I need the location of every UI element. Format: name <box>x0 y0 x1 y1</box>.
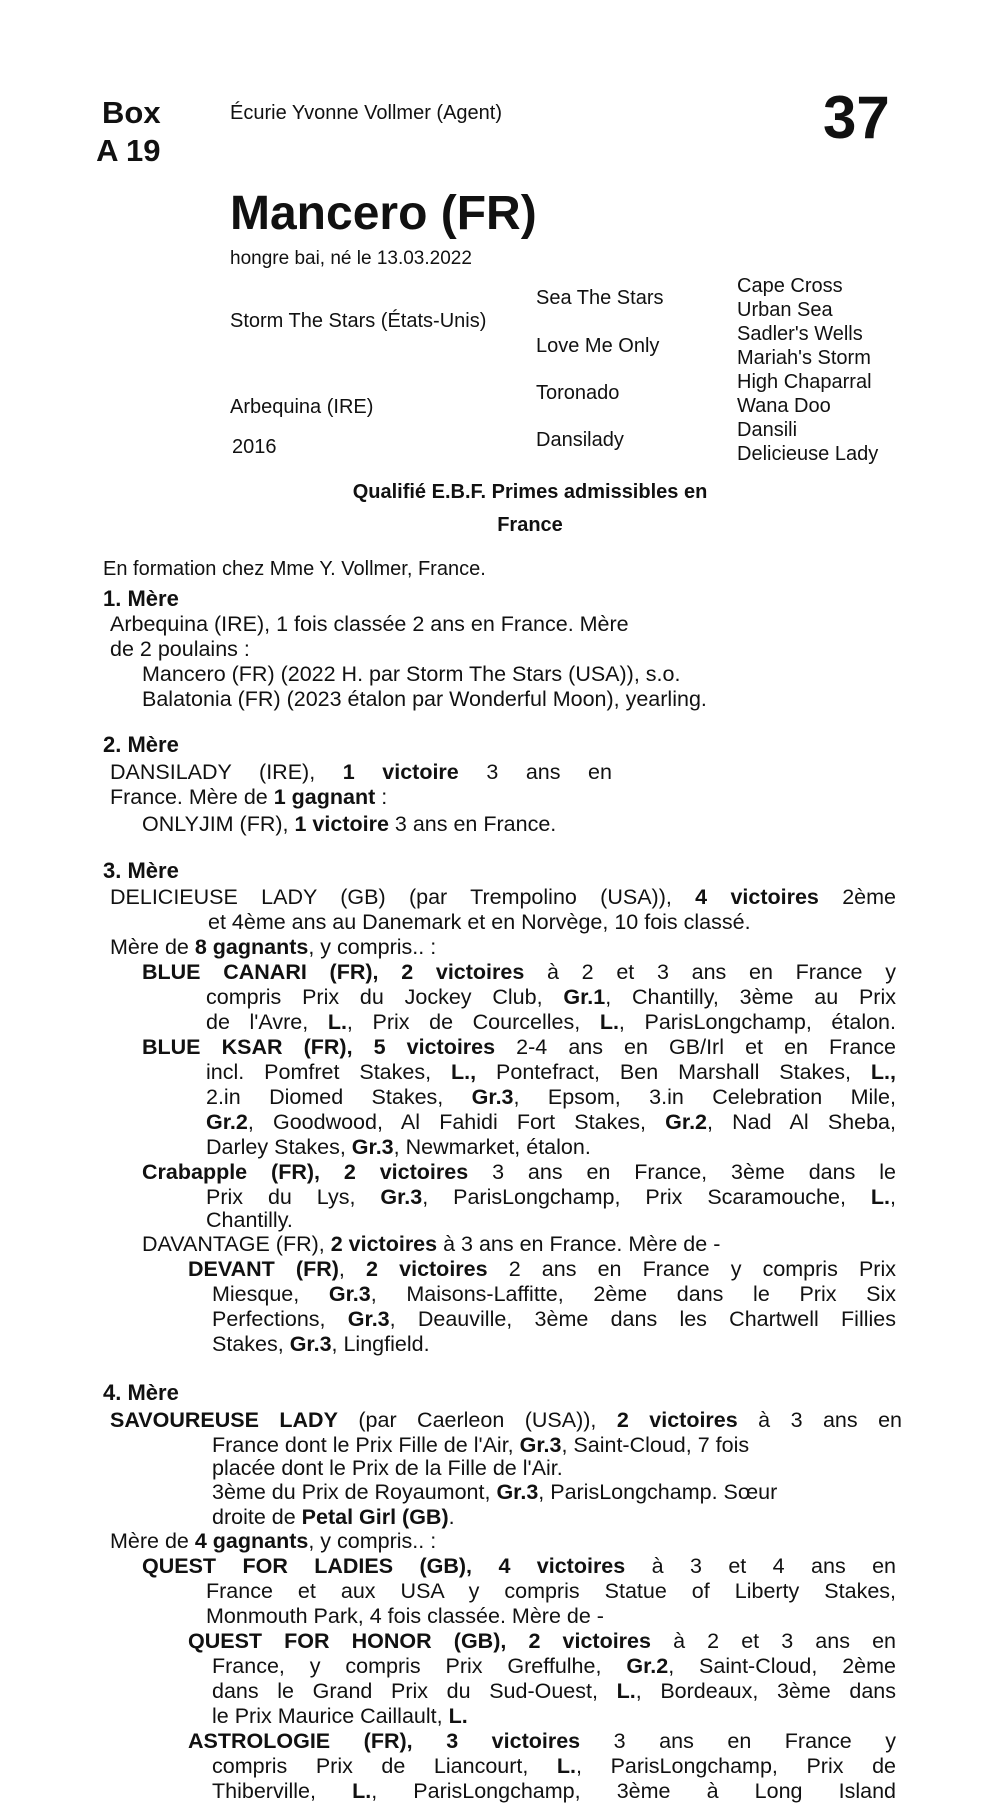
section-heading: 1. Mère <box>103 586 179 611</box>
pedigree-gen3-item: Wana Doo <box>737 395 831 417</box>
text-line: ASTROLOGIE (FR), 3 victoires 3 ans en France y <box>188 1729 897 1753</box>
text-line: 3ème du Prix de Royaumont, Gr.3, ParisLongchamp. Sœur <box>212 1480 778 1504</box>
text-line: le Prix Maurice Caillault, L. <box>212 1704 468 1728</box>
text-line: Gr.2, Goodwood, Al Fahidi Fort Stakes, Gr.2, Nad Al Sheba, <box>206 1110 896 1134</box>
text-line: SAVOUREUSE LADY (par Caerleon (USA)), 2 victoires à 3 ans en <box>110 1408 903 1432</box>
text-line: DAVANTAGE (FR), 2 victoires à 3 ans en France. Mère de - <box>142 1232 721 1256</box>
agent-name: Écurie Yvonne Vollmer (Agent) <box>230 102 503 124</box>
text-line: compris Prix de Liancourt, L., ParisLongchamp, Prix de <box>212 1754 896 1778</box>
text-line: France dont le Prix Fille de l'Air, Gr.3, Saint-Cloud, 7 fois <box>212 1433 750 1457</box>
text-line: 2.in Diomed Stakes, Gr.3, Epsom, 3.in Celebration Mile, <box>206 1085 896 1109</box>
text-line: Mère de 8 gagnants, y compris.. : <box>110 935 437 959</box>
text-line: Balatonia (FR) (2023 étalon par Wonderful Moon), yearling. <box>142 687 707 711</box>
pedigree-gen3-item: Delicieuse Lady <box>737 443 879 465</box>
text-line: BLUE KSAR (FR), 5 victoires 2-4 ans en GB/Irl et en France <box>142 1035 896 1059</box>
pedigree-gen3-item: Cape Cross <box>737 275 843 297</box>
text-line: de l'Avre, L., Prix de Courcelles, L., ParisLongchamp, étalon. <box>206 1010 896 1034</box>
text-line: Darley Stakes, Gr.3, Newmarket, étalon. <box>206 1135 591 1159</box>
training-note: En formation chez Mme Y. Vollmer, France. <box>103 558 486 580</box>
pedigree-gen2-item: Toronado <box>536 382 620 404</box>
text-line: Miesque, Gr.3, Maisons-Laffitte, 2ème dans le Prix Six <box>212 1282 896 1306</box>
section-heading: 4. Mère <box>103 1380 179 1405</box>
text-line: Mère de 4 gagnants, y compris.. : <box>110 1529 437 1553</box>
text-line: Arbequina (IRE), 1 fois classée 2 ans en France. Mère <box>110 612 629 636</box>
lot-number: 37 <box>823 84 890 151</box>
pedigree-dam: Arbequina (IRE) <box>230 396 374 418</box>
text-line: de 2 poulains : <box>110 637 250 661</box>
qualification: Qualifié E.B.F. Primes admissibles en France <box>352 481 708 536</box>
pedigree-gen2-item: Dansilady <box>536 429 624 451</box>
text-line: droite de Petal Girl (GB). <box>212 1505 455 1529</box>
horse-name: Mancero (FR) <box>230 187 537 240</box>
text-line: Stakes, Gr.3, Lingfield. <box>212 1332 430 1356</box>
text-line: DEVANT (FR), 2 victoires 2 ans en France y compris Prix <box>188 1257 896 1281</box>
text-line: dans le Grand Prix du Sud-Ouest, L., Bordeaux, 3ème dans <box>212 1679 896 1703</box>
horse-description: hongre bai, né le 13.03.2022 <box>230 248 472 269</box>
text-line: DANSILADY (IRE), 1 victoire 3 ans en <box>110 760 612 784</box>
text-line: Chantilly. <box>206 1208 293 1232</box>
section-heading: 2. Mère <box>103 732 179 757</box>
text-line: Crabapple (FR), 2 victoires 3 ans en France, 3ème dans le <box>142 1160 896 1184</box>
box-label-text: Box <box>102 95 161 130</box>
pedigree-gen3-item: Mariah's Storm <box>737 347 871 369</box>
text-line: Thiberville, L., ParisLongchamp, 3ème à Long Island <box>212 1779 896 1803</box>
box-number: A 19 <box>96 133 161 168</box>
pedigree-gen2-item: Sea The Stars <box>536 287 664 309</box>
pedigree-gen3-item: Urban Sea <box>737 299 833 321</box>
pedigree-gen3-item: High Chaparral <box>737 371 872 393</box>
text-line: France, y compris Prix Greffulhe, Gr.2, Saint-Cloud, 2ème <box>212 1654 897 1678</box>
text-line: ONLYJIM (FR), 1 victoire 3 ans en France. <box>142 812 557 836</box>
pedigree-gen3-item: Dansili <box>737 419 798 441</box>
section-heading: 3. Mère <box>103 858 179 883</box>
text-line: QUEST FOR HONOR (GB), 2 victoires à 2 et 3 ans en <box>188 1629 896 1653</box>
pedigree-dam-year: 2016 <box>232 436 277 458</box>
pedigree-gen3-item: Sadler's Wells <box>737 323 863 345</box>
text-line: placée dont le Prix de la Fille de l'Air. <box>212 1456 563 1480</box>
text-line: DELICIEUSE LADY (GB) (par Trempolino (USA)), 4 victoires 2ème <box>110 885 897 909</box>
text-line: incl. Pomfret Stakes, L., Pontefract, Ben Marshall Stakes, L., <box>206 1060 897 1084</box>
text-line: QUEST FOR LADIES (GB), 4 victoires à 3 et 4 ans en <box>142 1554 897 1578</box>
pedigree-gen2-item: Love Me Only <box>536 335 660 357</box>
text-line: Perfections, Gr.3, Deauville, 3ème dans les Chartwell Fillies <box>212 1307 896 1331</box>
text-line: BLUE CANARI (FR), 2 victoires à 2 et 3 ans en France y <box>142 960 896 984</box>
box-label <box>96 94 161 170</box>
text-line: Mancero (FR) (2022 H. par Storm The Stars (USA)), s.o. <box>142 662 681 686</box>
pedigree-sire: Storm The Stars (États-Unis) <box>230 310 487 332</box>
text-line: Monmouth Park, 4 fois classée. Mère de - <box>206 1604 604 1628</box>
text-line: et 4ème ans au Danemark et en Norvège, 10 fois classé. <box>208 910 751 934</box>
text-line: France et aux USA y compris Statue of Liberty Stakes, <box>206 1579 896 1603</box>
text-line: France. Mère de 1 gagnant : <box>110 785 388 809</box>
text-line: compris Prix du Jockey Club, Gr.1, Chantilly, 3ème au Prix <box>206 985 896 1009</box>
text-line: Prix du Lys, Gr.3, ParisLongchamp, Prix Scaramouche, L., <box>206 1185 896 1209</box>
